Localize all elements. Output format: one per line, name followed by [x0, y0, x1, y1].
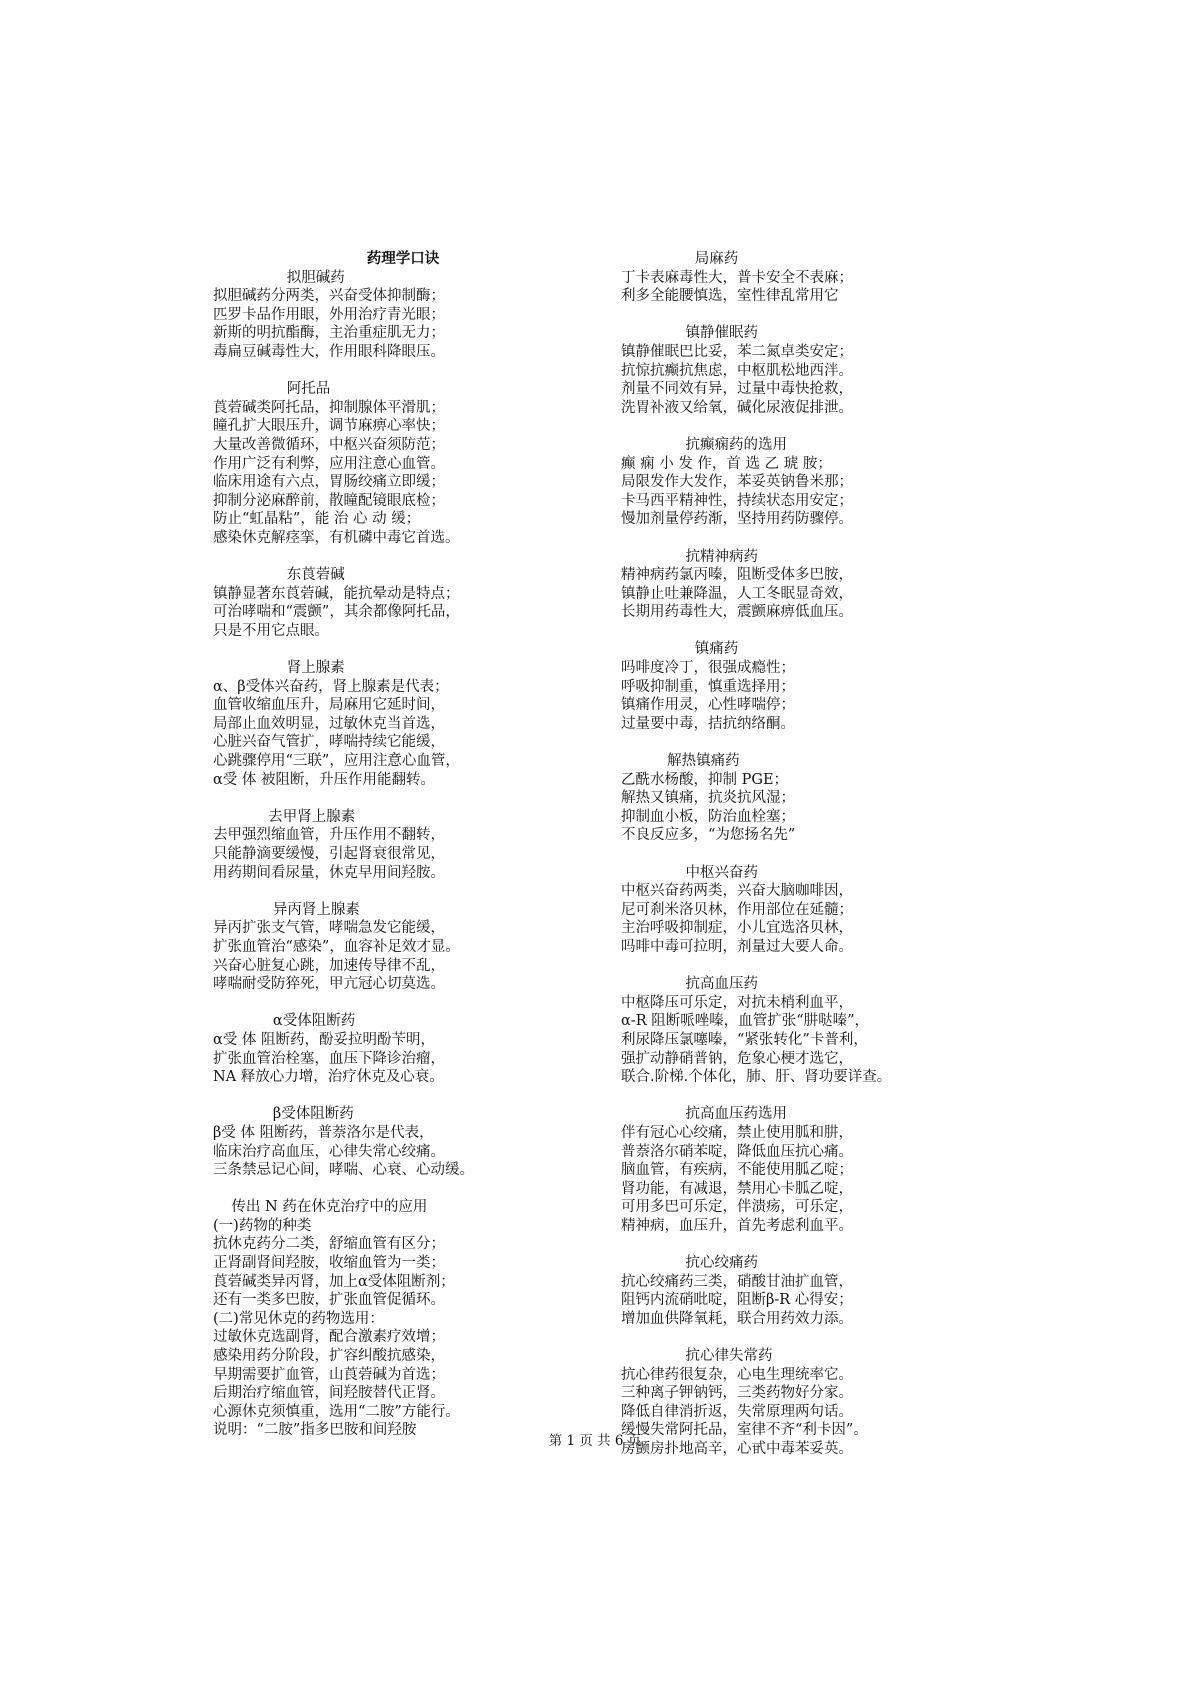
verse-line: 脑血管，有疾病，不能使用胍乙啶； — [621, 1162, 853, 1179]
section-heading: 抗高血压药选用 — [621, 1106, 788, 1123]
verse-line: 局部止血效明显，过敏休克当首选， — [213, 715, 445, 732]
verse-line: 不良反应多，“为您扬名先” — [621, 827, 796, 844]
verse-line: 莨菪碱类异丙肾，加上α受体阻断剂； — [213, 1273, 455, 1290]
verse-line: 镇静显著东莨菪碱，能抗晕动是特点； — [213, 585, 460, 602]
verse-line: 只是不用它点眼。 — [213, 622, 329, 639]
verse-line: 镇静催眠巴比妥，苯二氮卓类安定； — [621, 343, 853, 360]
verse-line: 增加血供降氧耗，联合用药效力添。 — [621, 1310, 853, 1327]
section — [621, 436, 1051, 529]
verse-line: α-R 阻断哌唑嗪，血管扩张“肼哒嗪”， — [621, 1013, 870, 1030]
section — [213, 808, 643, 882]
section-heading: 东莨菪碱 — [213, 567, 345, 584]
verse-line: 扩张血管治“感染”，血容补足效才显。 — [213, 938, 460, 955]
document-title: 药理学口诀 — [366, 250, 440, 267]
verse-line: 吗啡中毒可拉明，剂量过大要人命。 — [621, 938, 853, 955]
verse-line: 丁卡表麻毒性大，普卡安全不表麻； — [621, 269, 853, 286]
verse-line: 缓慢失常阿托品，室律不齐“利卡因”。 — [621, 1422, 868, 1439]
verse-line: 强扩动静硝普钠，危象心梗才选它， — [621, 1050, 853, 1067]
verse-line: 镇静止吐兼降温，人工冬眠显奇效， — [621, 585, 853, 602]
verse-line: 新斯的明抗酯酶，主治重症肌无力； — [213, 325, 445, 342]
section-heading: 肾上腺素 — [213, 660, 345, 677]
verse-line: 局限发作大发作，苯妥英钠鲁米那； — [621, 474, 853, 491]
verse-line: 抗休克药分二类，舒缩血管有区分； — [213, 1236, 445, 1253]
verse-line: 临床治疗高血压，心律失常心绞痛。 — [213, 1143, 445, 1160]
verse-line: 呼吸抑制重，慎重选择用； — [621, 678, 795, 695]
verse-line: 剂量不同效有异，过量中毒快抢救， — [621, 381, 853, 398]
verse-line: 阻钙内流硝吡啶，阻断β-R 心得安； — [621, 1292, 853, 1309]
section-heading: 阿托品 — [213, 381, 331, 398]
verse-line: 还有一类多巴胺，扩张血管促循环。 — [213, 1292, 445, 1309]
verse-line: 肾功能，有减退，禁用心卡胍乙啶， — [621, 1180, 853, 1197]
verse-line: 长期用药毒性大，震颤麻痹低血压。 — [621, 604, 853, 621]
section-heading: 去甲肾上腺素 — [213, 808, 356, 825]
verse-line: 乙酰水杨酸，抑制 PGE； — [621, 771, 789, 788]
verse-line: 解热又镇痛，抗炎抗风湿； — [621, 790, 795, 807]
section — [213, 659, 643, 789]
verse-line: 抗心绞痛药三类，硝酸甘油扩血管， — [621, 1273, 853, 1290]
section-heading: β受体阻断药 — [213, 1106, 354, 1123]
verse-line: 早期需要扩血管，山莨菪碱为首选； — [213, 1366, 445, 1383]
section — [213, 566, 643, 640]
section — [213, 1198, 643, 1440]
section-heading: 拟胆碱药 — [213, 269, 345, 286]
section-heading: 抗癫痫药的选用 — [621, 436, 788, 453]
section — [213, 901, 643, 994]
verse-line: 心源休克须慎重，选用“二胺”方能行。 — [213, 1403, 460, 1420]
verse-line: 慢加剂量停药渐，坚持用药防骤停。 — [621, 511, 853, 528]
verse-line: 正肾副肾间羟胺，收缩血管为一类； — [213, 1255, 445, 1272]
section — [213, 269, 643, 362]
verse-line: 后期治疗缩血管，间羟胺替代正肾。 — [213, 1385, 445, 1402]
verse-line: 抗惊抗癫抗焦虑，中枢肌松地西泮。 — [621, 362, 853, 379]
verse-line: 血管收缩血压升，局麻用它延时间， — [213, 697, 445, 714]
verse-line: 用药期间看尿量，休克早用间羟胺。 — [213, 864, 445, 881]
section-heading: 镇静催眠药 — [621, 325, 759, 342]
verse-line: α、β受体兴奋药，肾上腺素是代表； — [213, 678, 449, 695]
section — [621, 324, 1051, 417]
section-heading: α受体阻断药 — [213, 1013, 356, 1030]
left-column — [213, 250, 643, 1440]
section-heading: 局麻药 — [621, 251, 739, 267]
verse-line: 抑制分泌麻醉前，散瞳配镜眼底检； — [213, 492, 445, 509]
verse-line: 三条禁忌记心间，哮喘、心衰、心动缓。 — [213, 1162, 474, 1179]
right-sections — [621, 250, 1051, 1459]
section-heading: 镇痛药 — [621, 641, 739, 658]
verse-line: 作用广泛有利弊，应用注意心血管。 — [213, 455, 445, 472]
verse-line: 普萘洛尔硝苯啶，降低血压抗心痛。 — [621, 1143, 853, 1160]
verse-line: 利尿降压氯噻嗪，“紧张转化”卡普利， — [621, 1031, 868, 1048]
verse-line: 防止“虹晶粘”，能 治 心 动 缓； — [213, 511, 421, 528]
verse-line: 房颤房扑地高辛，心甙中毒苯妥英。 — [621, 1441, 853, 1457]
section — [621, 640, 1051, 733]
verse-line: 兴奋心脏复心跳，加速传导律不乱， — [213, 957, 445, 974]
section-heading: 抗心律失常药 — [621, 1348, 773, 1365]
verse-line: 去甲强烈缩血管，升压作用不翻转， — [213, 827, 445, 844]
verse-line: 过量要中毒，拮抗纳络酮。 — [621, 715, 795, 732]
verse-line: 中枢降压可乐定，对抗未梢利血平， — [621, 994, 853, 1011]
section — [213, 380, 643, 547]
section-heading: 传出 N 药在休克治疗中的应用 — [213, 1199, 428, 1216]
verse-line: 中枢兴奋药两类，兴奋大脑咖啡因， — [621, 883, 853, 900]
verse-line: 精神病，血压升，首先考虑利血平。 — [621, 1217, 853, 1234]
verse-line: 大量改善微循环，中枢兴奋须防范； — [213, 436, 445, 453]
verse-line: 精神病药氯丙嗪，阻断受体多巴胺， — [621, 567, 853, 584]
verse-line: 洗胃补液又给氧，碱化尿液促排泄。 — [621, 399, 853, 416]
verse-line: 联合.阶梯.个体化，肺、肝、肾功要详查。 — [621, 1069, 892, 1086]
section-heading: 抗高血压药 — [621, 976, 759, 993]
section — [621, 1105, 1051, 1235]
page-footer: 第 1 页 共 6 页 — [548, 1433, 642, 1449]
verse-line: 降低自律消折返，失常原理两句话。 — [621, 1403, 853, 1420]
verse-line: 卡马西平精神性，持续状态用安定； — [621, 492, 853, 509]
verse-line: 吗啡度冷丁，很强成瘾性； — [621, 660, 795, 677]
section-heading: 解热镇痛药 — [621, 753, 740, 770]
verse-line: α受 体 被阻断，升压作用能翻转。 — [213, 771, 436, 788]
verse-line: 感染休克解痉挛，有机磷中毒它首选。 — [213, 529, 460, 546]
verse-line: 莨菪碱类阿托品，抑制腺体平滑肌； — [213, 399, 445, 416]
verse-line: 瞳孔扩大眼压升，调节麻痹心率快； — [213, 418, 445, 435]
verse-line: 哮喘耐受防猝死，甲亢冠心切莫选。 — [213, 976, 445, 993]
section — [621, 864, 1051, 957]
verse-line: 感染用药分阶段，扩容纠酸抗感染， — [213, 1348, 445, 1365]
section — [621, 1254, 1051, 1328]
verse-line: 癫 痫 小 发 作，首 选 乙 琥 胺； — [621, 455, 832, 472]
verse-line: 可用多巴可乐定，伴溃疡，可乐定， — [621, 1199, 853, 1216]
left-sections — [213, 269, 643, 1440]
verse-line: α受 体 阻断药，酚妥拉明酚苄明， — [213, 1031, 436, 1048]
verse-line: 心脏兴奋气管扩，哮喘持续它能缓， — [213, 734, 445, 751]
verse-line: 说明：“二胺”指多巴胺和间羟胺 — [213, 1422, 417, 1439]
verse-line: 拟胆碱药分两类，兴奋受体抑制酶； — [213, 288, 445, 305]
verse-line: 镇痛作用灵，心性哮喘停； — [621, 697, 795, 714]
verse-line: 过敏休克选副肾，配合激素疗效增； — [213, 1329, 445, 1346]
verse-line: 抗心律药很复杂，心电生理统率它。 — [621, 1366, 853, 1383]
section-heading: 抗精神病药 — [621, 548, 759, 565]
verse-line: NA 释放心力增，治疗休克及心衰。 — [213, 1069, 444, 1086]
verse-line: (一)药物的种类 — [213, 1217, 312, 1234]
verse-line: β受 体 阻断药，普萘洛尔是代表， — [213, 1124, 434, 1141]
right-column — [621, 250, 1051, 1459]
section — [213, 1012, 643, 1086]
verse-line: 抑制血小板，防治血栓塞； — [621, 808, 795, 825]
section — [621, 548, 1051, 622]
verse-line: 异丙扩张支气管，哮喘急发它能缓， — [213, 920, 445, 937]
verse-line: 心跳骤停用“三联”，应用注意心血管， — [213, 753, 460, 770]
section-heading: 中枢兴奋药 — [621, 864, 759, 881]
verse-line: 扩张血管治栓塞，血压下降诊治瘤， — [213, 1050, 445, 1067]
section — [213, 1105, 643, 1179]
verse-line: 利多全能腰慎选，室性律乱常用它 — [621, 288, 839, 305]
verse-line: 主治呼吸抑制症，小儿宜选洛贝林， — [621, 920, 853, 937]
verse-line: 可治哮喘和“震颤”，其余都像阿托品， — [213, 604, 460, 621]
section — [621, 975, 1051, 1087]
verse-line: 尼可刹米洛贝林，作用部位在延髓； — [621, 901, 853, 918]
section — [621, 250, 1051, 306]
section-heading: 抗心绞痛药 — [621, 1255, 759, 1272]
verse-line: 匹罗卡品作用眼，外用治疗青光眼； — [213, 306, 445, 323]
verse-line: 临床用途有六点，胃肠绞痛立即缓； — [213, 474, 445, 491]
verse-line: 毒扁豆碱毒性大，作用眼科降眼压。 — [213, 343, 445, 360]
verse-line: 伴有冠心心绞痛，禁止使用胍和肼， — [621, 1124, 853, 1141]
verse-line: 三种离子钾钠钙，三类药物好分家。 — [621, 1385, 853, 1402]
section — [621, 752, 1051, 845]
section-heading: 异丙肾上腺素 — [213, 901, 360, 918]
verse-line: 只能静滴要缓慢，引起肾衰很常见， — [213, 846, 445, 862]
verse-line: (二)常见休克的药物选用： — [213, 1310, 384, 1327]
